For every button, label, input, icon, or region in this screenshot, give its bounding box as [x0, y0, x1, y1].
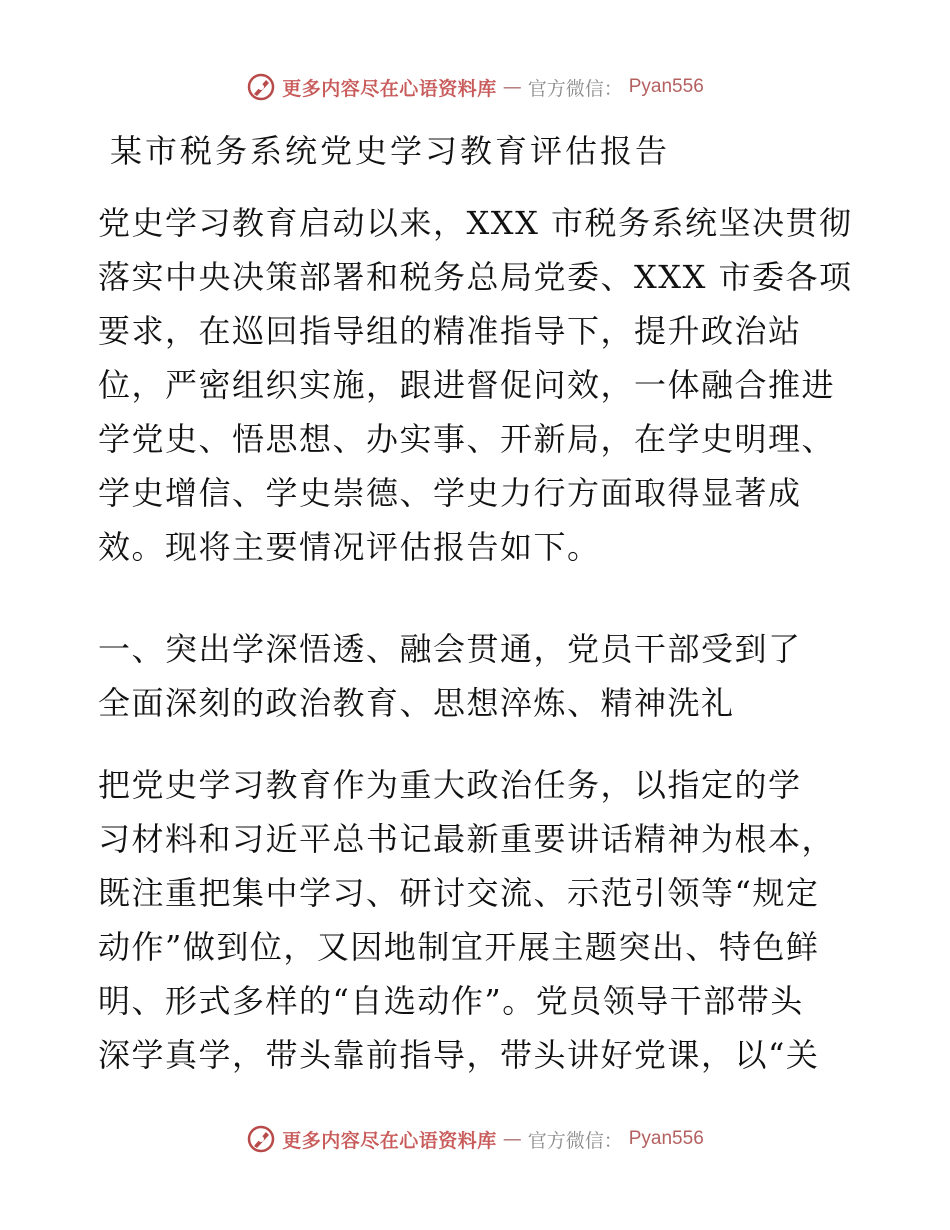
watermark-header — [0, 72, 950, 102]
watermark-separator: — — [502, 76, 522, 98]
watermark-main-text: 更多内容尽在心语资料库 — [282, 1129, 497, 1152]
text-line: 习材料和习近平总书记最新重要讲话精神为根本， — [98, 820, 836, 858]
text-line: 深学真学，带头靠前指导，带头讲好党课，以“关 — [98, 1036, 820, 1074]
text-line: 既注重把集中学习、研讨交流、示范引领等“规定 — [98, 874, 820, 912]
watermark-footer — [0, 1124, 950, 1154]
text-line: 效。现将主要情况评估报告如下。 — [98, 528, 601, 566]
heading-line: 一、突出学深悟透、融会贯通，党员干部受到了 — [98, 630, 802, 668]
text-line: 要求，在巡回指导组的精准指导下，提升政治站 — [98, 312, 802, 350]
text-line: 党史学习教育启动以来，XXX 市税务系统坚决贯彻 — [98, 204, 853, 242]
watermark-separator: — — [502, 1128, 522, 1150]
watermark-handle: Pyan556 — [628, 1128, 704, 1149]
intro-paragraph — [98, 196, 858, 574]
section-heading-1 — [98, 622, 858, 730]
watermark-handle: Pyan556 — [628, 76, 704, 97]
watermark-label: 官方微信： — [527, 77, 623, 100]
watermark-label: 官方微信： — [527, 1129, 623, 1152]
text-line: 落实中央决策部署和税务总局党委、XXX 市委各项 — [98, 258, 853, 296]
text-line: 学党史、悟思想、办实事、开新局，在学史明理、 — [98, 420, 836, 458]
pen-logo-icon — [246, 72, 276, 102]
body-paragraph-2 — [98, 758, 858, 1082]
text-line: 学史增信、学史崇德、学史力行方面取得显著成 — [98, 474, 802, 512]
heading-line: 全面深刻的政治教育、思想淬炼、精神洗礼 — [98, 684, 735, 722]
pen-logo-icon — [246, 1124, 276, 1154]
text-line: 位，严密组织实施，跟进督促问效，一体融合推进 — [98, 366, 836, 404]
document-title: 某市税务系统党史学习教育评估报告 — [110, 132, 671, 170]
text-line: 明、形式多样的“自选动作”。党员领导干部带头 — [98, 982, 804, 1020]
watermark-main-text: 更多内容尽在心语资料库 — [282, 77, 497, 100]
text-line: 把党史学习教育作为重大政治任务，以指定的学 — [98, 766, 802, 804]
text-line: 动作”做到位，又因地制宜开展主题突出、特色鲜 — [98, 928, 820, 966]
